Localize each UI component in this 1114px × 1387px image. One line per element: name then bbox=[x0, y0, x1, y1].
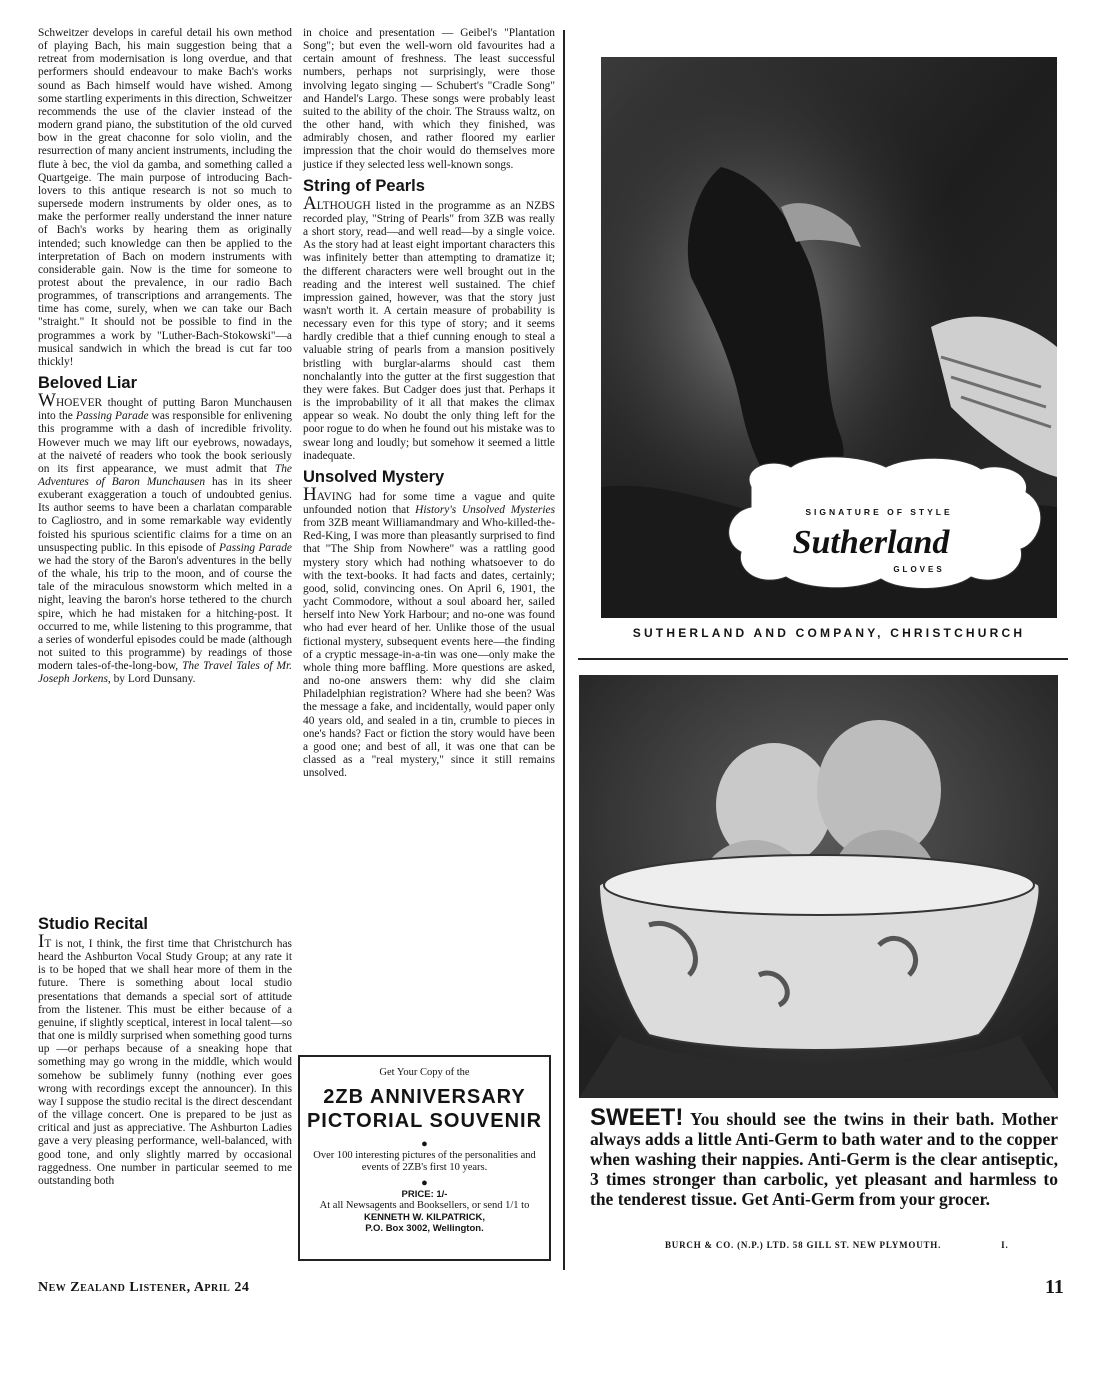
column-rule bbox=[563, 30, 565, 1270]
heading-string-of-pearls: String of Pearls bbox=[303, 176, 425, 195]
ad-title-2: PICTORIAL SOUVENIR bbox=[306, 1110, 543, 1132]
sweet-headline: SWEET! bbox=[590, 1104, 684, 1131]
drop-cap: I bbox=[38, 931, 45, 952]
twins-bath-photo bbox=[579, 675, 1058, 1098]
ad-where: At all Newsagents and Booksellers, or send 1/1 to bbox=[319, 1200, 530, 1211]
column-left bbox=[38, 27, 292, 687]
brand-text: Sutherland bbox=[792, 524, 950, 561]
antigerm-credit: BURCH & CO. (N.P.) LTD. 58 GILL ST. NEW PLYMOUTH. I. bbox=[665, 1240, 1009, 1250]
unsolved-mystery-text: HAVING had for some time a vague and quite unfounded notion that History's Unsolved Mysteries from 3ZB meant Williamandmary and Who-killed-the-Red-King, I was more than pleasantly surprised to find that "The Ship from Nowhere" was a rattling good mystery story which had nothing whatsoever to do with the text-books. It had facts and dates, certainly; good, solid, convincing ones. On April 6, 1901, the yacht Commodore, without a soul aboard her, sailed herself into New York Harbour; and no-one was found who had ever heard of her. Unlike those of the usual fictional mystery, subsequent events here—the finding of a cryptic message-in-a-tin was one—only make the whole thing more baffling. More questions are asked, and no-one answers them: why did she claim Philadelphian registration? Where had she been? Was the message a fake, and incidentally, would paper only 40 years old, and sealed in a tin, crumble to pieces in one's hands? Fact or fiction the story would have been a good one; and best of all, it was one that can be classed as a "real mystery," since it still remains unsolved. bbox=[303, 483, 555, 780]
studio-recital-text: IT is not, I think, the first time that Christchurch has heard the Ashburton Vocal Study Group; at any rate it is to be hoped that we shall hear more of them in the future. There is something about local studio presentations that demands a special sort of attitude from the listener. This must be either because of a genuine, if slightly sceptical, interest in local talent—so that one is mildly surprised when something good turns up —or perhaps because of a sneaking hope that something may go wrong in the middle, which would somehow be sublimely funny (nothing ever goes wrong with recordings except the announcer). In this way I suppose the studio recital is the direct descendant of the village concert. One is prepared to be just as critical and just as appreciative. The Ashburton Ladies gave a very pleasing performance, well-balanced, with good tone, and only slightly marred by occasional raggedness. One number in particular seemed to me outstanding both bbox=[38, 931, 293, 1187]
ad-divider bbox=[578, 658, 1068, 660]
sutherland-glove-photo bbox=[601, 57, 1057, 618]
heading-beloved-liar: Beloved Liar bbox=[38, 374, 138, 393]
antigerm-copy bbox=[590, 1104, 1058, 1209]
beloved-liar-text: WHOEVER thought of putting Baron Munchausen into the Passing Parade was responsible for enlivening this programme with a dash of incredible frivolity. However much we may lift our eyebrows, nowadays, at the naiveté of readers who took the book seriously on its first appearance, we must admit that The Adventures of Baron Munchausen has in its sheer exuberant exaggeration a touch of undoubted genius. Its author seems to have been a charlatan comparable to Cagliostro, and in some remarkable way evidently foisted his spurious scientific claims for a time on an unsuspecting public. In this episode of Passing Parade we had the story of the Baron's adventures in the belly of the whale, his trip to the moon, and of course the tale of the miraculous snowstorm which melted in a night, leaving the baron's horse tethered to the church spire, which he had mistaken for a hitching-post. It occurred to me, while listening to this programme, that a series of wonderful episodes could be made (although not suited to this programme) by readings of those modern tales-of-the-long-bow, The Travel Tales of Mr. Joseph Jorkens, by Lord Dunsany. bbox=[38, 390, 292, 686]
drop-cap: W bbox=[38, 390, 56, 412]
ad-price: PRICE: 1/- bbox=[401, 1189, 448, 1200]
drop-cap: H bbox=[303, 483, 317, 505]
ad-name: KENNETH W. KILPATRICK, bbox=[363, 1212, 486, 1223]
ad-intro: Get Your Copy of the bbox=[379, 1067, 470, 1078]
column-left-lower bbox=[38, 910, 292, 1188]
sutherland-caption: SUTHERLAND AND COMPANY, CHRISTCHURCH bbox=[632, 626, 1026, 640]
page-number: 11 bbox=[1045, 1276, 1064, 1298]
heading-unsolved-mystery: Unsolved Mystery bbox=[303, 467, 445, 486]
footer-publication: New Zealand Listener, April 24 bbox=[38, 1280, 250, 1295]
antigerm-text: You should see the twins in their bath. Mother always adds a little Anti-Germ to bath water and to the copper when washing their nappies. Anti-Germ is the clear antiseptic, 3 times stronger than carbolic, yet pleasant and harmless to the tenderest tissue. Get Anti-Germ from your grocer. bbox=[590, 1109, 1058, 1209]
drop-cap: A bbox=[303, 192, 317, 214]
tagline-text: SIGNATURE OF STYLE bbox=[805, 507, 953, 517]
choir-continuation: in choice and presentation — Geibel's "Plantation Song"; but even the well-worn old favourites had a certain amount of freshness. The least successful numbers, perhaps not surprisingly, were those involving legato singing — Schubert's "Cradle Song" and Handel's Largo. These songs were probably least suited to the ability of the choir. The Strauss waltz, on the other hand, with which they finished, was admirably chosen, and rather floored my earlier impression that the choir would do themselves more justice if they selected less well-known songs. bbox=[303, 27, 555, 171]
heading-studio-recital: Studio Recital bbox=[38, 915, 149, 933]
bullet-icon: ● bbox=[421, 1177, 428, 1189]
ad-description: Over 100 interesting pictures of the personalities and events of 2ZB's first 10 years. bbox=[313, 1150, 536, 1173]
souvenir-advert bbox=[298, 1055, 551, 1261]
ad-address: P.O. Box 3002, Wellington. bbox=[365, 1223, 484, 1234]
gloves-text: GLOVES bbox=[893, 565, 945, 574]
bach-paragraph: Schweitzer develops in careful detail his own method of playing Bach, his main suggestion being that a retreat from modernisation is long overdue, and that performers should endeavour to make Bach's works sound as Bach himself would have wished. Among some startling experiments in this direction, Schweitzer recommends the use of the clavier instead of the modern grand piano, the substitution of the old curved bow in the great chaconne for solo violin, and the resurrection of many ancient instruments, including the flute à bec, the viol da gamba, and something called a Quartgeige. The main purpose of introducing Bach-lovers to this antique research is not so much to supersede modern instruments by older ones, as to make the performer really understand the inner nature of Bach's works by hearing them as originally intended; such knowledge can then be applied to the interpretation of Bach on modern instruments with considerable gain. Now is the time for someone to protest about the prevalence, in our radio Bach programmes, of transcriptions and arrangements. The time has come, surely, when we can take our Bach "straight." It should not be possible to find in the programmes a work by "Luther-Bach-Stokowski"—a musical sandwich in which the bread is cut far too thickly! bbox=[38, 27, 292, 368]
ad-title-1: 2ZB ANNIVERSARY bbox=[323, 1086, 526, 1108]
string-of-pearls-text: ALTHOUGH listed in the programme as an NZBS recorded play, "String of Pearls" from 3ZB was really a short story, read—and well read—by a single voice. As the story had at least eight important characters this was infinitely better than attempting to dramatize it; the different characters were well brought out in the reading and the interest well sustained. The chief impression gained, however, was that the story just wasn't worth it. A certain measure of probability is necessary even for this type of story; and it seems hardly credible that a thief cunning enough to steal a valuable string of pearls from a mansion positively bristling with burglar-alarms should cast them nonchalantly into the gutter at the first suggestion that they were fakes. But Cadger does just that. Perhaps it is the improbability of it all that makes the climax appear so weak. No doubt the only thing left for the poor rogue to do when he found out his mistake was to swear long and loudly; but somehow it seemed a little inadequate. bbox=[303, 192, 555, 462]
column-middle bbox=[303, 27, 555, 780]
bullet-icon: ● bbox=[421, 1138, 428, 1150]
